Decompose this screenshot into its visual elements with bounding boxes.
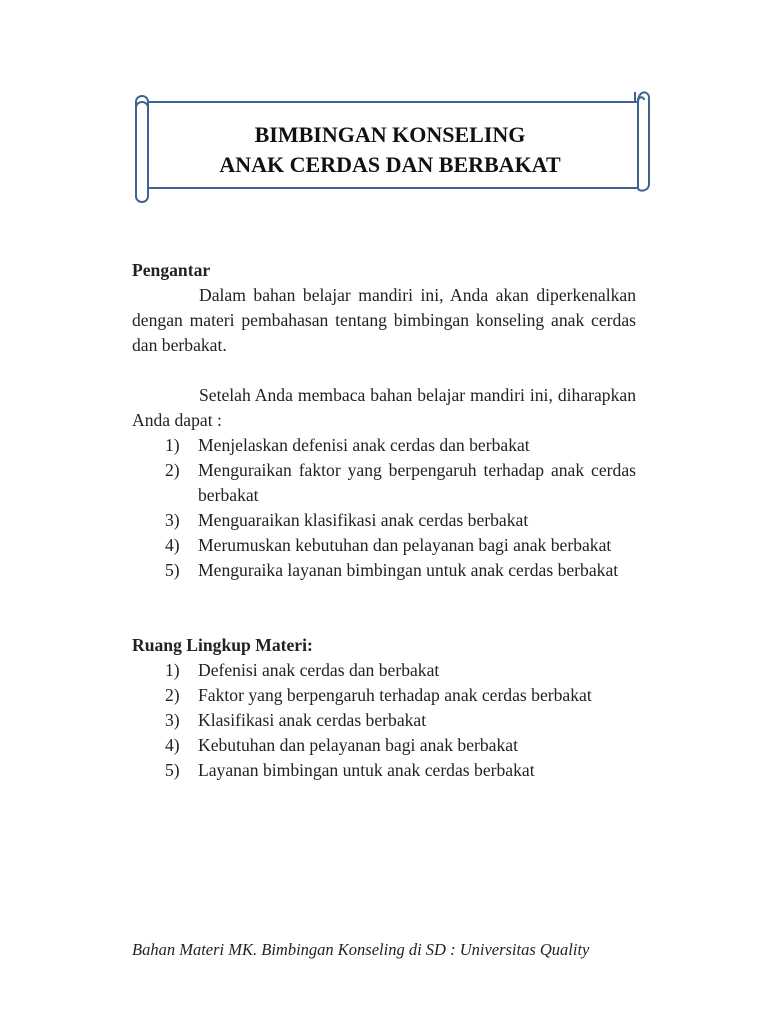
objectives-list: [132, 433, 636, 583]
list-number: 1): [165, 660, 180, 680]
list-item: [132, 658, 636, 683]
list-item: [132, 758, 636, 783]
objectives-intro: Setelah Anda membaca bahan belajar mandiri ini, diharapkan Anda dapat :: [132, 385, 636, 430]
list-item: [132, 533, 636, 558]
list-text: Klasifikasi anak cerdas berbakat: [198, 710, 427, 730]
section-heading-pengantar: Pengantar: [132, 260, 211, 280]
list-text: Kebutuhan dan pelayanan bagi anak berbakat: [198, 735, 518, 755]
list-text: Menguraikan faktor yang berpengaruh terhadap anak cerdas berbakat: [198, 460, 636, 505]
spacer: [132, 358, 636, 383]
scope-list: [132, 658, 636, 783]
page-footer: Bahan Materi MK. Bimbingan Konseling di SD : Universitas Quality: [132, 940, 590, 959]
list-item: [132, 683, 636, 708]
document-body: [132, 258, 636, 783]
list-item: [132, 458, 636, 508]
title-line-2: ANAK CERDAS DAN BERBAKAT: [219, 152, 561, 177]
document-title: [170, 120, 610, 180]
intro-paragraph: Dalam bahan belajar mandiri ini, Anda akan diperkenalkan dengan materi pembahasan tentang bimbingan konseling anak cerdas dan berbakat.: [132, 285, 636, 355]
list-item: [132, 733, 636, 758]
list-text: Merumuskan kebutuhan dan pelayanan bagi anak berbakat: [198, 535, 612, 555]
spacer: [132, 583, 636, 633]
list-item: [132, 508, 636, 533]
list-item: [132, 433, 636, 458]
list-text: Faktor yang berpengaruh terhadap anak cerdas berbakat: [198, 685, 592, 705]
section-heading-ruang-lingkup: Ruang Lingkup Materi:: [132, 635, 313, 655]
list-text: Defenisi anak cerdas dan berbakat: [198, 660, 440, 680]
list-number: 4): [165, 535, 180, 555]
list-number: 5): [165, 560, 180, 580]
list-text: Menguraika layanan bimbingan untuk anak cerdas berbakat: [198, 560, 619, 580]
list-text: Menguaraikan klasifikasi anak cerdas berbakat: [198, 510, 529, 530]
list-number: 3): [165, 710, 180, 730]
list-number: 4): [165, 735, 180, 755]
list-text: Layanan bimbingan untuk anak cerdas berbakat: [198, 760, 535, 780]
list-number: 1): [165, 435, 180, 455]
list-number: 2): [165, 460, 180, 480]
list-item: [132, 708, 636, 733]
list-text: Menjelaskan defenisi anak cerdas dan berbakat: [198, 435, 530, 455]
list-number: 3): [165, 510, 180, 530]
list-item: [132, 558, 636, 583]
list-number: 2): [165, 685, 180, 705]
title-banner: [130, 86, 654, 208]
title-line-1: BIMBINGAN KONSELING: [254, 122, 526, 147]
list-number: 5): [165, 760, 180, 780]
